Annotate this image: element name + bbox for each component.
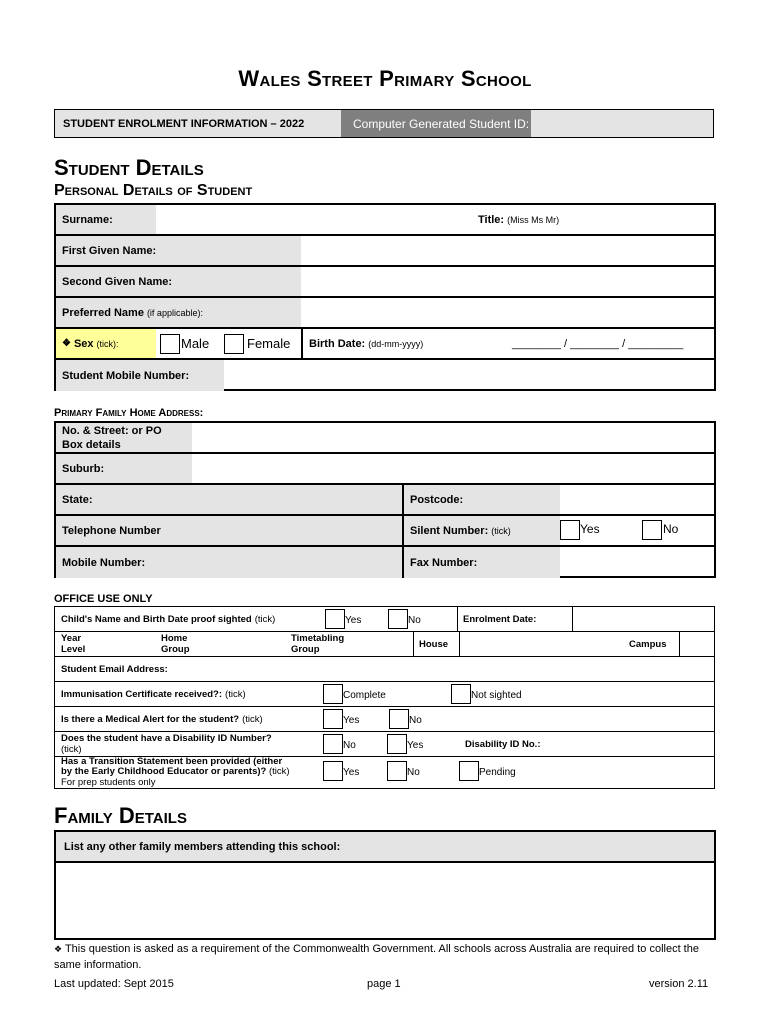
proof-no-checkbox[interactable]	[388, 609, 408, 629]
transition-label-line1: Has a Transition Statement been provided (either	[61, 755, 283, 767]
street-label	[56, 423, 192, 452]
first-name-input[interactable]	[301, 236, 714, 265]
year-level-row	[55, 632, 714, 657]
home-group-label	[155, 632, 215, 656]
suburb-row	[56, 454, 714, 485]
telephone-row	[56, 516, 714, 547]
surname-row	[56, 205, 714, 236]
disability-label-cell	[55, 732, 321, 756]
student-id-field[interactable]	[531, 110, 713, 137]
title-options: (Miss Ms Mr)	[507, 214, 560, 225]
transition-note: (tick)	[268, 766, 290, 778]
immunisation-complete-checkbox[interactable]	[323, 684, 343, 704]
proof-label-cell	[55, 607, 321, 631]
proof-yes-label: Yes	[345, 615, 362, 626]
male-label: Male	[181, 336, 210, 351]
student-email-label: Student Email Address:	[61, 663, 168, 675]
home-label: Home	[161, 633, 188, 644]
medical-alert-row	[55, 707, 714, 732]
title-label: Title:	[478, 213, 505, 226]
enrolment-date-label: Enrolment Date:	[463, 613, 537, 625]
year-level-label	[55, 632, 105, 656]
preferred-name-label: Preferred Name	[62, 306, 144, 319]
medical-alert-label-cell	[55, 707, 321, 731]
second-name-label: Second Given Name:	[56, 267, 301, 296]
immunisation-complete-label: Complete	[343, 690, 386, 701]
transition-label-cell	[55, 757, 321, 788]
year-level-input[interactable]	[105, 632, 155, 656]
footnote-text: This question is asked as a requirement of the Commonwealth Government. All schools across Australia are required to collect the same information.	[54, 943, 699, 971]
transition-prep-note: For prep students only	[61, 776, 156, 788]
immunisation-note: (tick)	[225, 688, 246, 700]
immunisation-label: Immunisation Certificate received?:	[61, 688, 223, 700]
street-input[interactable]	[192, 423, 714, 452]
proof-yes-checkbox[interactable]	[325, 609, 345, 629]
disability-yes-label: Yes	[407, 740, 424, 751]
disability-yes-checkbox[interactable]	[387, 734, 407, 754]
fax-label: Fax Number:	[402, 547, 560, 578]
student-mobile-input[interactable]	[224, 360, 714, 391]
birth-date-label-cell	[301, 329, 501, 358]
state-row	[56, 485, 714, 516]
campus-label: Campus	[629, 638, 667, 650]
footnote	[54, 941, 714, 973]
street-label-line1: No. & Street: or PO	[62, 424, 162, 437]
student-email-row	[55, 657, 714, 682]
last-updated: Last updated: Sept 2015	[54, 978, 174, 990]
preferred-name-label-cell	[56, 298, 301, 327]
medical-alert-note: (tick)	[242, 713, 263, 725]
family-members-label: List any other family members attending this school:	[56, 832, 714, 863]
timetabling-group-label	[285, 632, 357, 656]
proof-label: Child's Name and Birth Date proof sighted	[61, 613, 252, 625]
office-use-table	[54, 606, 715, 789]
home-group-sub: Group	[161, 644, 190, 655]
silent-number-note: (tick)	[491, 525, 511, 536]
title-field[interactable]	[478, 205, 608, 234]
transition-yes-checkbox[interactable]	[323, 761, 343, 781]
preferred-name-input[interactable]	[301, 298, 714, 327]
proof-no-label: No	[408, 615, 421, 626]
second-name-row	[56, 267, 714, 298]
family-members-input[interactable]	[56, 863, 714, 938]
enrolment-info-label: STUDENT ENROLMENT INFORMATION – 2022	[55, 110, 341, 137]
timetabling-group-input[interactable]	[357, 632, 413, 656]
sex-note: (tick):	[96, 338, 119, 349]
birth-date-label: Birth Date:	[309, 337, 366, 350]
state-label: State:	[56, 485, 402, 514]
silent-yes-checkbox[interactable]	[560, 520, 580, 540]
female-label: Female	[247, 336, 291, 351]
immunisation-label-cell	[55, 682, 321, 706]
postcode-label: Postcode:	[402, 485, 560, 514]
second-name-input[interactable]	[301, 267, 714, 296]
immunisation-row	[55, 682, 714, 707]
suburb-label: Suburb:	[56, 454, 192, 483]
disability-label: Does the student have a Disability ID Number?	[61, 733, 272, 744]
proof-note: (tick)	[254, 613, 276, 625]
silent-no-checkbox[interactable]	[642, 520, 662, 540]
birth-date-format: (dd-mm-yyyy)	[368, 338, 424, 349]
mobile-fax-row	[56, 547, 714, 578]
campus-input[interactable]	[679, 632, 714, 656]
timetabling-label: Timetabling	[291, 633, 345, 644]
family-mobile-label: Mobile Number:	[56, 547, 402, 578]
diamond-icon: ❖	[62, 338, 71, 349]
surname-input[interactable]	[156, 205, 714, 234]
disability-id-input[interactable]	[579, 732, 714, 756]
student-details-heading: Student Details	[54, 155, 204, 180]
home-address-table	[54, 421, 716, 578]
enrolment-date-input[interactable]	[573, 607, 714, 631]
telephone-label: Telephone Number	[56, 516, 402, 545]
disability-no-label: No	[343, 740, 356, 751]
male-checkbox[interactable]	[160, 334, 180, 354]
page-number: page 1	[367, 978, 401, 990]
sex-label: Sex	[73, 337, 94, 350]
immunisation-not-sighted-checkbox[interactable]	[451, 684, 471, 704]
street-row	[56, 423, 714, 454]
year-label: Year	[61, 633, 82, 644]
home-address-heading: Primary Family Home Address:	[54, 407, 204, 419]
version: version 2.11	[649, 978, 709, 990]
family-members-table	[54, 830, 716, 940]
street-label-line2: Box details	[62, 438, 121, 451]
transition-pending-checkbox[interactable]	[459, 761, 479, 781]
enrolment-header-bar	[54, 109, 714, 138]
first-name-row	[56, 236, 714, 267]
proof-row	[55, 607, 714, 632]
disability-note: (tick)	[61, 744, 82, 755]
transition-no-checkbox[interactable]	[387, 761, 407, 781]
student-mobile-label: Student Mobile Number:	[56, 360, 224, 391]
level-label: Level	[61, 644, 86, 655]
diamond-icon: ❖	[54, 944, 63, 954]
office-use-heading: OFFICE USE ONLY	[54, 593, 153, 605]
silent-number-label-cell	[402, 516, 560, 545]
disability-row	[55, 732, 714, 757]
medical-yes-label: Yes	[343, 715, 360, 726]
family-details-heading: Family Details	[54, 803, 187, 828]
medical-alert-label: Is there a Medical Alert for the student?	[61, 713, 240, 725]
preferred-name-note: (if applicable):	[146, 307, 203, 318]
transition-pending-label: Pending	[479, 767, 516, 778]
transition-yes-label: Yes	[343, 767, 360, 778]
immunisation-not-sighted-label: Not sighted	[471, 690, 522, 701]
timetabling-group-sub: Group	[291, 644, 320, 655]
house-label: House	[419, 638, 449, 650]
fax-input[interactable]	[560, 547, 714, 578]
birth-date-input[interactable]: ________ / ________ / _________	[512, 337, 684, 350]
house-input[interactable]	[459, 632, 623, 656]
home-group-input[interactable]	[215, 632, 285, 656]
personal-details-heading: Personal Details of Student	[54, 182, 253, 199]
medical-no-checkbox[interactable]	[389, 709, 409, 729]
female-checkbox[interactable]	[224, 334, 244, 354]
student-email-input[interactable]	[255, 657, 714, 681]
suburb-input[interactable]	[192, 454, 714, 483]
medical-no-label: No	[409, 715, 422, 726]
student-id-label: Computer Generated Student ID:	[341, 110, 531, 137]
medical-yes-checkbox[interactable]	[323, 709, 343, 729]
student-mobile-row	[56, 360, 714, 391]
sex-birth-row	[56, 329, 714, 360]
personal-details-table	[54, 203, 716, 391]
silent-yes-label: Yes	[580, 522, 600, 536]
surname-label: Surname:	[56, 205, 156, 234]
preferred-name-row	[56, 298, 714, 329]
first-name-label: First Given Name:	[56, 236, 301, 265]
sex-label-cell	[56, 329, 156, 358]
disability-no-checkbox[interactable]	[323, 734, 343, 754]
transition-row	[55, 757, 714, 788]
silent-no-label: No	[663, 522, 679, 536]
silent-number-label: Silent Number:	[410, 524, 489, 537]
school-title: Wales Street Primary School	[238, 66, 532, 91]
disability-id-label: Disability ID No.:	[465, 738, 541, 750]
transition-label-line2: by the Early Childhood Educator or parents)?	[61, 766, 267, 778]
postcode-input[interactable]	[560, 485, 714, 514]
transition-no-label: No	[407, 767, 420, 778]
